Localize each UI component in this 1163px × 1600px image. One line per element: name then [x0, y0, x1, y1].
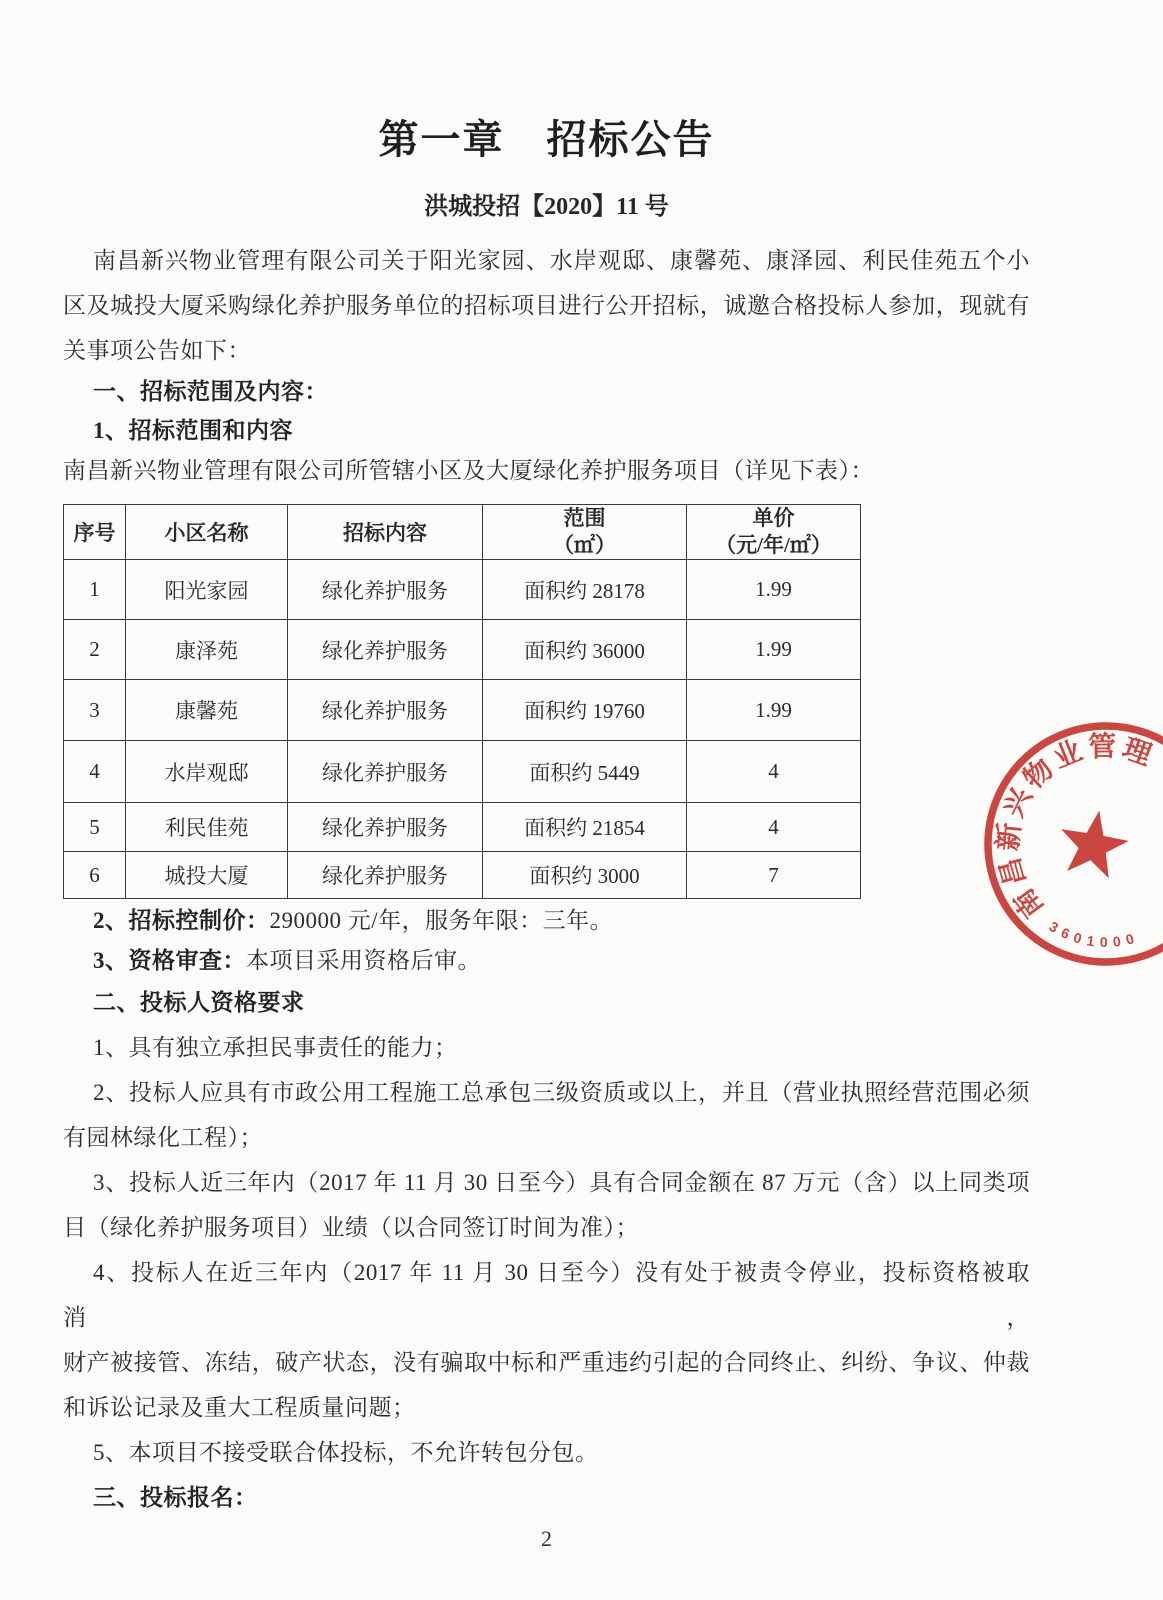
requirement-item: 1、具有独立承担民事责任的能力； [93, 1035, 458, 1060]
cell-scope: 面积约 36000 [483, 620, 687, 680]
cell-name: 利民佳苑 [126, 803, 288, 852]
seal-arc-text: 南昌新兴物业管理 [991, 730, 1160, 924]
cell-content: 绿化养护服务 [288, 741, 483, 803]
cell-name: 水岸观邸 [126, 741, 288, 803]
cell-name: 康馨苑 [126, 680, 288, 741]
cell-content: 绿化养护服务 [288, 680, 483, 741]
table-row [64, 560, 861, 620]
table-caption: 南昌新兴物业管理有限公司所管辖小区及大厦绿化养护服务项目（详见下表）： [63, 458, 874, 483]
header-no: 序号 [64, 505, 126, 560]
header-price-line1: 单价 [752, 506, 795, 530]
table-row [64, 852, 861, 899]
cell-no: 2 [64, 620, 126, 680]
requirement-item: 5、本项目不接受联合体投标，不允许转包分包。 [93, 1440, 599, 1465]
table-row [64, 620, 861, 680]
qualification-review-label: 3、资格审查： [93, 948, 246, 973]
section2-heading: 二、投标人资格要求 [93, 990, 305, 1015]
header-content: 招标内容 [288, 505, 483, 560]
control-price-value: 290000 元/年，服务年限：三年。 [269, 908, 614, 933]
table-header-row [64, 505, 861, 560]
cell-price: 7 [687, 852, 861, 899]
table-row [64, 803, 861, 852]
requirement-item: 财产被接管、冻结，破产状态，没有骗取中标和严重违约引起的合同终止、纠纷、争议、仲裁 [63, 1350, 1030, 1375]
table-row [64, 680, 861, 741]
cell-no: 1 [64, 560, 126, 620]
requirement-item: 有园林绿化工程）； [63, 1125, 263, 1150]
cell-name: 城投大厦 [126, 852, 288, 899]
cell-content: 绿化养护服务 [288, 620, 483, 680]
qualification-review-value: 本项目采用资格后审。 [246, 948, 481, 973]
header-price-line2: （元/年/㎡） [715, 533, 832, 557]
section1-heading: 一、招标范围及内容： [93, 379, 328, 404]
seal-serial: 3601000 [1046, 918, 1142, 950]
bidding-scope-table [63, 504, 861, 899]
cell-content: 绿化养护服务 [288, 852, 483, 899]
doc-number: 洪城投招【2020】11 号 [424, 194, 669, 220]
section1-item1-title: 1、招标范围和内容 [93, 418, 293, 443]
cell-scope: 面积约 3000 [483, 852, 687, 899]
control-price-label: 2、招标控制价： [93, 908, 270, 933]
cell-price: 1.99 [687, 560, 861, 620]
cell-content: 绿化养护服务 [288, 803, 483, 852]
cell-price: 4 [687, 741, 861, 803]
cell-scope: 面积约 21854 [483, 803, 687, 852]
cell-scope: 面积约 5449 [483, 741, 687, 803]
requirement-item: 4、投标人在近三年内（2017 年 11 月 30 日至今）没有处于被责令停业，投标资格被取消， [63, 1260, 1030, 1330]
cell-no: 3 [64, 680, 126, 741]
control-price-line [63, 901, 1030, 941]
section3-heading: 三、投标报名： [93, 1485, 258, 1510]
cell-name: 阳光家园 [126, 560, 288, 620]
cell-price: 1.99 [687, 620, 861, 680]
page-number: 2 [541, 1526, 552, 1551]
requirement-item: 3、投标人近三年内（2017 年 11 月 30 日至今）具有合同金额在 87 万元（含）以上同类项 [93, 1170, 1030, 1195]
intro-line: 关事项公告如下： [63, 338, 251, 363]
requirement-item: 和诉讼记录及重大工程质量问题； [63, 1395, 416, 1420]
cell-name: 康泽苑 [126, 620, 288, 680]
intro-paragraph [63, 238, 1030, 373]
requirement-item: 2、投标人应具有市政公用工程施工总承包三级资质或以上，并且（营业执照经营范围必须 [93, 1080, 1030, 1105]
qualification-review-line [63, 941, 1030, 981]
header-scope-line1: 范围 [563, 506, 606, 530]
header-scope-line2: （㎡） [553, 533, 616, 557]
chapter-title: 第一章 招标公告 [378, 117, 715, 162]
cell-no: 4 [64, 741, 126, 803]
cell-price: 4 [687, 803, 861, 852]
header-price [687, 505, 861, 560]
header-scope [483, 505, 687, 560]
cell-no: 6 [64, 852, 126, 899]
intro-line: 区及城投大厦采购绿化养护服务单位的招标项目进行公开招标，诚邀合格投标人参加，现就有 [63, 293, 1030, 318]
header-name: 小区名称 [126, 505, 288, 560]
cell-scope: 面积约 19760 [483, 680, 687, 741]
cell-scope: 面积约 28178 [483, 560, 687, 620]
intro-line: 南昌新兴物业管理有限公司关于阳光家园、水岸观邸、康馨苑、康泽园、利民佳苑五个小 [93, 248, 1030, 273]
cell-content: 绿化养护服务 [288, 560, 483, 620]
cell-price: 1.99 [687, 680, 861, 741]
table-row [64, 741, 861, 803]
requirement-item: 目（绿化养护服务项目）业绩（以合同签订时间为准）； [63, 1215, 639, 1240]
cell-no: 5 [64, 803, 126, 852]
